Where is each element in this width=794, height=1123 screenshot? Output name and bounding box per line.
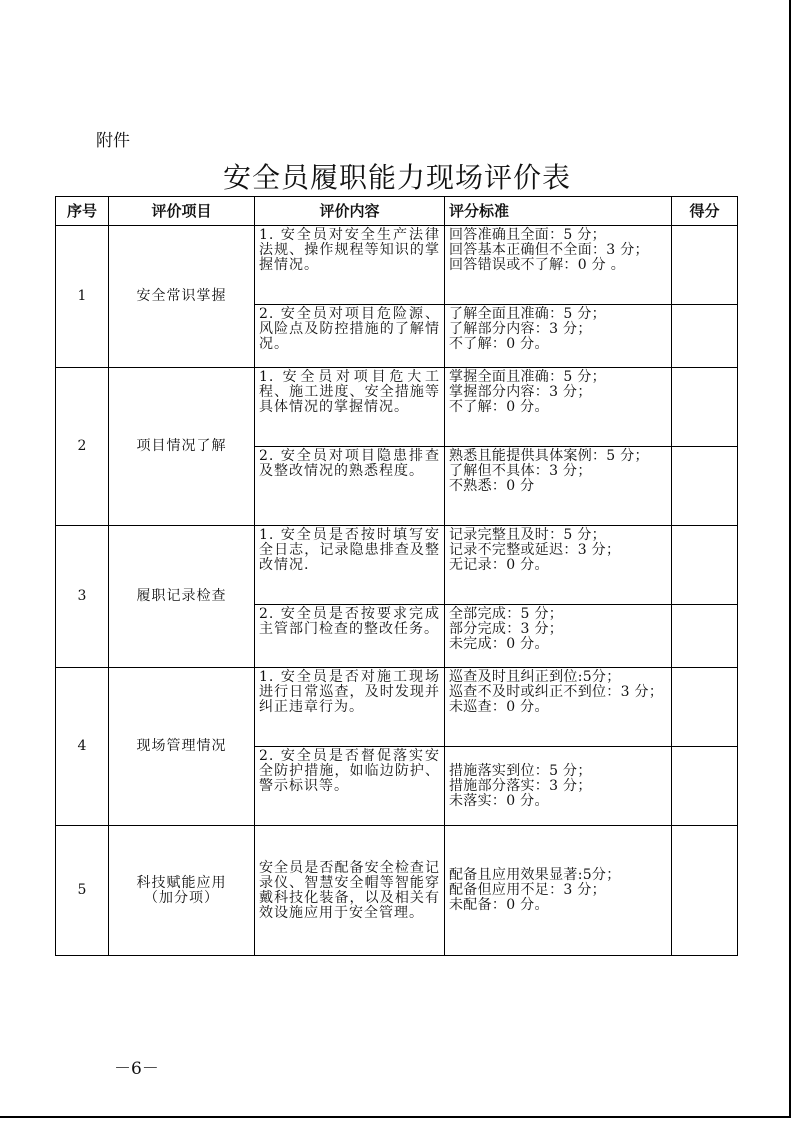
criteria-line: 配备且应用效果显著:5分；	[449, 867, 621, 883]
scoring-criteria	[445, 826, 672, 956]
criteria-line: 不了解：0 分。	[449, 336, 549, 352]
evaluation-content: 1. 安全员对项目危大工程、施工进度、安全措施等具体情况的掌握情况。	[255, 368, 445, 447]
criteria-line: 记录完整且及时：5 分；	[449, 527, 606, 543]
row-number: 5	[56, 826, 109, 956]
score-cell[interactable]	[672, 305, 738, 368]
scoring-criteria	[445, 747, 672, 826]
criteria-line: 掌握部分内容：3 分；	[449, 384, 592, 400]
score-cell[interactable]	[672, 526, 738, 605]
scoring-criteria	[445, 305, 672, 368]
score-cell[interactable]	[672, 368, 738, 447]
attachment-label: 附件	[96, 131, 130, 151]
table-row	[56, 368, 738, 447]
header-content: 评价内容	[255, 197, 445, 226]
score-cell[interactable]	[672, 226, 738, 305]
evaluation-table	[55, 196, 738, 956]
header-criteria: 评分标准	[445, 197, 672, 226]
scoring-criteria	[445, 368, 672, 447]
criteria-line: 回答基本正确但不全面：3 分；	[449, 242, 649, 258]
criteria-line: 部分完成：3 分；	[449, 621, 564, 637]
score-cell[interactable]	[672, 447, 738, 526]
criteria-line: 掌握全面且准确：5 分；	[449, 369, 606, 385]
criteria-line: 回答准确且全面：5 分；	[449, 227, 606, 243]
row-number: 3	[56, 526, 109, 668]
score-cell[interactable]	[672, 826, 738, 956]
criteria-line: 未完成：0 分。	[449, 636, 549, 652]
criteria-line: 不熟悉：0 分	[449, 478, 535, 494]
criteria-line: 了解但不具体：3 分；	[449, 463, 592, 479]
row-number: 1	[56, 226, 109, 368]
criteria-line: 了解部分内容：3 分；	[449, 321, 592, 337]
score-cell[interactable]	[672, 605, 738, 668]
header-item: 评价项目	[109, 197, 255, 226]
criteria-line: 不了解：0 分。	[449, 399, 549, 415]
criteria-line: 熟悉且能提供具体案例：5 分；	[449, 448, 649, 464]
table-row	[56, 526, 738, 605]
row-number: 2	[56, 368, 109, 526]
criteria-line: 未巡查：0 分。	[449, 699, 549, 715]
score-cell[interactable]	[672, 747, 738, 826]
page-title: 安全员履职能力现场评价表	[222, 161, 571, 194]
criteria-line: 全部完成：5 分；	[449, 606, 564, 622]
criteria-line: 无记录：0 分。	[449, 557, 549, 573]
criteria-line: 了解全面且准确：5 分；	[449, 306, 606, 322]
evaluation-content: 2. 安全员是否督促落实安全防护措施，如临边防护、警示标识等。	[255, 747, 445, 826]
evaluation-item: 履职记录检查	[109, 526, 255, 668]
criteria-line: 配备但应用不足：3 分；	[449, 882, 606, 898]
table-row	[56, 226, 738, 305]
evaluation-item: 安全常识掌握	[109, 226, 255, 368]
header-no: 序号	[56, 197, 109, 226]
page-number: －6－	[114, 1059, 159, 1079]
score-cell[interactable]	[672, 668, 738, 747]
evaluation-item	[109, 826, 255, 956]
scoring-criteria	[445, 226, 672, 305]
evaluation-content: 2. 安全员是否按要求完成主管部门检查的整改任务。	[255, 605, 445, 668]
table-row	[56, 668, 738, 747]
criteria-line: 记录不完整或延迟：3 分；	[449, 542, 621, 558]
evaluation-content: 安全员是否配备安全检查记录仪、智慧安全帽等智能穿戴科技化装备，以及相关有效设施应用于安全管理。	[255, 826, 445, 956]
criteria-line: 措施部分落实：3 分；	[449, 777, 592, 794]
criteria-line: 回答错误或不了解：0 分 。	[449, 257, 626, 273]
table-row	[56, 826, 738, 956]
evaluation-item-note: （加分项）	[144, 889, 219, 906]
criteria-line: 巡查不及时或纠正不到位：3 分；	[449, 684, 664, 700]
header-score: 得分	[672, 197, 738, 226]
evaluation-content: 1. 安全员是否对施工现场进行日常巡查，及时发现并纠正违章行为。	[255, 668, 445, 747]
row-number: 4	[56, 668, 109, 826]
evaluation-item: 现场管理情况	[109, 668, 255, 826]
evaluation-content: 1. 安全员对安全生产法律法规、操作规程等知识的掌握情况。	[255, 226, 445, 305]
criteria-line: 未落实：0 分。	[449, 792, 549, 809]
scoring-criteria	[445, 526, 672, 605]
scoring-criteria	[445, 605, 672, 668]
evaluation-item-title: 科技赋能应用	[136, 874, 227, 891]
criteria-line: 未配备：0 分。	[449, 897, 549, 913]
scoring-criteria	[445, 668, 672, 747]
table-header-row	[56, 197, 738, 226]
evaluation-content: 2. 安全员对项目隐患排查及整改情况的熟悉程度。	[255, 447, 445, 526]
criteria-line: 措施落实到位：5 分；	[449, 762, 592, 779]
evaluation-item: 项目情况了解	[109, 368, 255, 526]
evaluation-content: 1. 安全员是否按时填写安全日志，记录隐患排查及整改情况.	[255, 526, 445, 605]
evaluation-content: 2. 安全员对项目危险源、风险点及防控措施的了解情况。	[255, 305, 445, 368]
criteria-line: 巡查及时且纠正到位:5分；	[449, 669, 621, 685]
scoring-criteria	[445, 447, 672, 526]
